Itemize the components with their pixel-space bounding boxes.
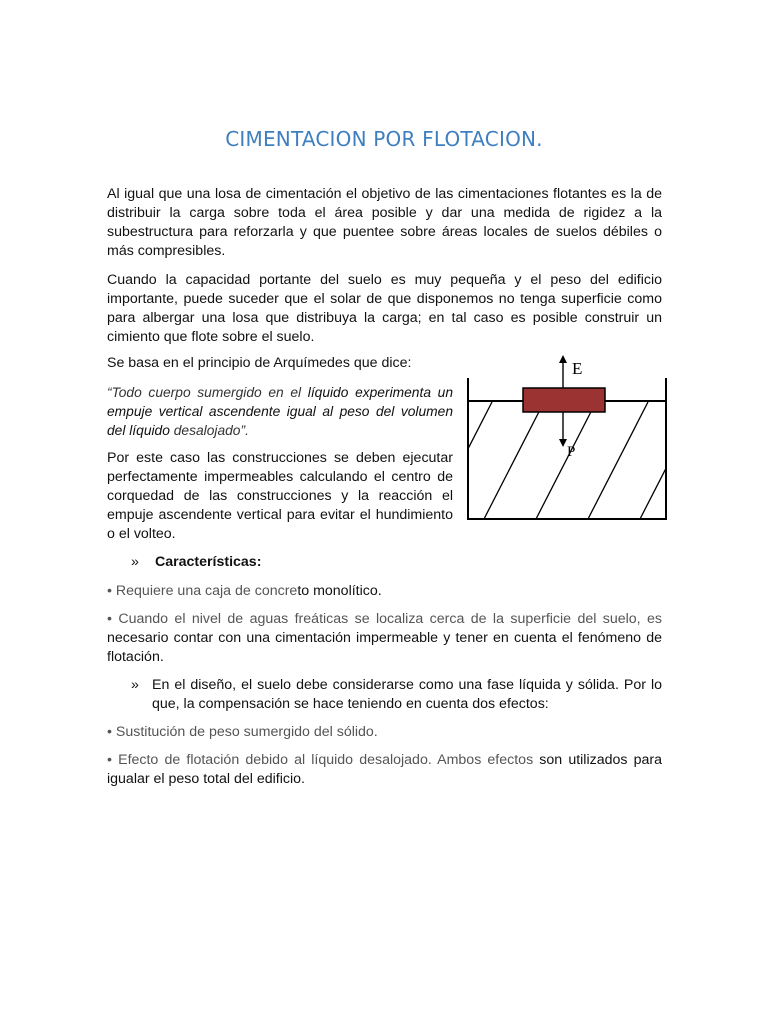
quote-part-3: desalojado”. [169,423,249,438]
list-item-2-b: necesario contar con una cimentación impermeable y tener en cuenta el fenómeno de flotación. [107,630,662,665]
weight-label: P [567,444,576,460]
buoyancy-label: E [572,359,583,378]
paragraph-capacity: Cuando la capacidad portante del suelo es muy pequeña y el peso del edificio importante, puede suceder que el solar de que disponemos no tenga superficie como para albergar una losa que distribuya la carga; en tal caso es posible construir un cimiento que flote sobre el suelo. [107,272,662,345]
quote-part-1: “Todo cuerpo sumergido en el [107,385,302,400]
weight-arrow [559,412,567,447]
list-item-5 [107,751,662,789]
section-marker: » [131,554,139,570]
list-item-3-text: En el diseño, el suelo debe considerarse como una fase líquida y sólida. Por lo que, la compensación se hace teniendo en cuenta dos efectos: [152,677,662,712]
list-item-3 [131,676,662,714]
buoyancy-arrow [559,355,567,388]
floating-block [523,388,605,412]
list-item-1 [107,582,662,601]
section-heading [131,553,261,572]
list-item-1-b: to monolítico. [297,583,382,599]
list-item-3-marker: » [131,677,139,693]
list-item-4: • Sustitución de peso sumergido del sólido. [107,724,378,740]
list-item-2-a: • Cuando el nivel de aguas freáticas se localiza cerca de la superficie del suelo, es [107,611,662,627]
list-item-1-a: • Requiere una caja de concre [107,583,298,599]
list-item-5-a: • Efecto de flotación debido al líquido desalojado. Ambos efectos [107,752,534,768]
archimedes-quote [107,383,453,440]
list-item-5-b: son utilizados para igualar el peso total del edificio. [107,752,662,787]
paragraph-archimedes: Se basa en el principio de Arquímedes que dice: [107,355,412,371]
list-item-2 [107,610,662,667]
quote-part-2: líquido experimenta un empuje vertical ascendente igual al peso del volumen del líquido [107,385,453,438]
page-title: CIMENTACION POR FLOTACION. [225,127,543,151]
soil-hatching [462,402,672,519]
section-heading-text: Características: [154,554,262,570]
paragraph-construction: Por este caso las construcciones se deben ejecutar perfectamente impermeables calculando el centro de corquedad de las construcciones y la reacción el empuje ascendente vertical para evitar el hundimiento o el volteo. [107,450,453,542]
flotation-diagram [462,350,672,525]
paragraph-intro: Al igual que una losa de cimentación el objetivo de las cimentaciones flotantes es la de distribuir la carga sobre toda el área posible y dar una medida de rigidez a la subestructura para reforzarla y que puentee sobre áreas locales de suelos débiles o más compresibles. [107,186,662,259]
